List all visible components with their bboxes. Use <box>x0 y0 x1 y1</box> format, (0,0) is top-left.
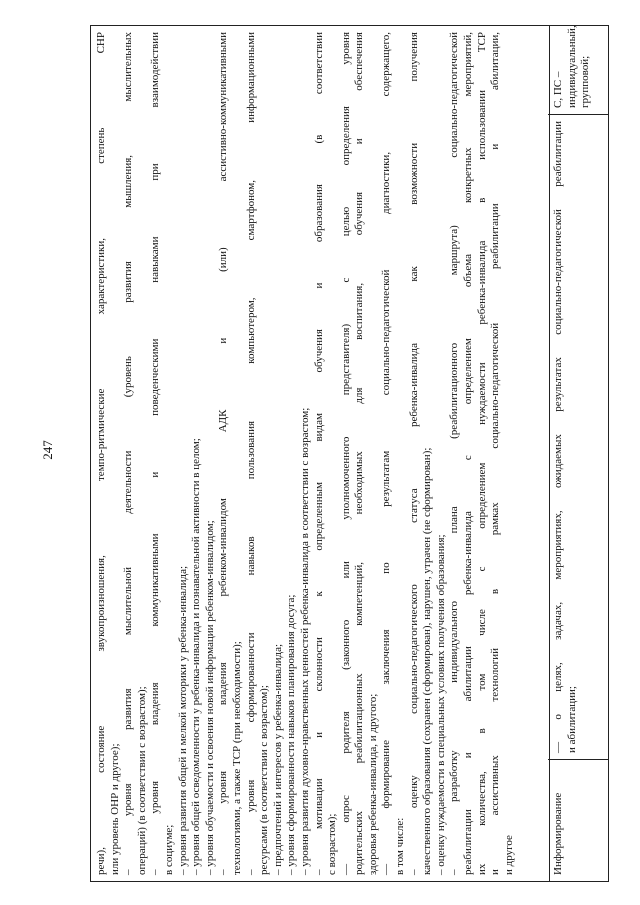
text-line: – разработку индивидуального плана (реабилитационного маршрута) социально-педагогической <box>448 32 461 875</box>
text-line: – оценку социально-педагогического статуса ребенка-инвалида как возможности получения <box>407 32 420 875</box>
text-line: — о целях, задачах, мероприятиях, ожидаемых результатах социально-педагогической реабилитации <box>552 121 564 753</box>
rotated-table <box>90 27 609 882</box>
text-line: здоровья ребенка-инвалида, и другого; <box>366 693 379 875</box>
text-line: – уровня сформированности навыков пользования компьютером, смартфоном, информационными <box>244 32 257 875</box>
text-line: – уровня развития духовно-нравственных ценностей ребенка-инвалида в соответствии с возрастом; <box>298 407 311 875</box>
text-line: – уровня общей осведомленности у ребенка-инвалида и познавательной активности в целом; <box>190 438 203 875</box>
text-line: речи), состояние звукопроизношения, темпо-ритмические характеристики, степень СНР <box>95 32 107 875</box>
text-line: – уровня развития общей и мелкой моторики у ребенка-инвалида; <box>176 565 189 875</box>
text-line: реабилитации и абилитации ребенка-инвалида с определением объема конкретных мероприятий, <box>462 32 475 875</box>
text-line: и абилитации; <box>565 686 578 753</box>
table-row-diagnostics <box>90 25 550 882</box>
page-number: 247 <box>40 440 55 460</box>
form-line: индивидуальный, <box>565 25 578 108</box>
text-line: – оценку нуждаемости в специальных условиях получения образования; <box>434 534 447 875</box>
text-line: — формирование заключения по результатам социально-педагогической диагностики, содержащего, <box>380 32 393 875</box>
service-content-cell <box>548 114 608 759</box>
text-line: – уровня владения ребенком-инвалидом АДК и (или) ассистивно-коммуникативными <box>217 32 230 875</box>
text-line: — опрос родителя (законного или уполномоченного представителя) с целью определения уровня <box>339 32 352 875</box>
text-line: в социуме; <box>162 824 175 875</box>
text-line: – предпочтений и интересов у ребенка-инвалида; <box>271 643 284 875</box>
text-line: технологиями, а также ТСР (при необходимости); <box>230 641 243 875</box>
text-line: и ассистивных технологий в рамках социально-педагогической реабилитации и абилитации, <box>489 32 502 875</box>
table-row-informing <box>548 25 609 882</box>
form-line: групповой; <box>579 55 592 108</box>
text-line: или уровень ОНР и другое); <box>108 743 121 875</box>
service-name-cell <box>548 759 608 881</box>
text-line: – мотивации и склонности к определенным видам обучения и образования (в соответствии <box>312 32 325 875</box>
text-line: качественного образования (сохранен (сформирован), нарушен, утрачен (не сформирован); <box>421 447 434 875</box>
text-line: и другое <box>502 835 515 875</box>
text-line: родительских реабилитационных компетенций, необходимых для воспитания, обучения и обеспечения <box>353 32 366 875</box>
text-line: – уровня сформированности навыков планирования досуга; <box>285 594 298 875</box>
service-name: Информирование <box>552 792 564 875</box>
service-form-cell <box>548 26 608 114</box>
text-line: операций) (в соответствии с возрастом); <box>135 686 148 875</box>
text-line: с возрастом); <box>326 813 339 875</box>
text-line: в том числе: <box>394 817 407 875</box>
text-line: – уровня развития мыслительной деятельности (уровень развития мышления, мыслительных <box>122 32 135 875</box>
text-line: ресурсами (в соответствии с возрастом); <box>258 685 271 875</box>
text-line: – уровня владения коммуникативными и поведенческими навыками при взаимодействии <box>149 32 162 875</box>
text-line: – уровня обучаемости и освоения новой информации ребенком-инвалидом; <box>203 520 216 875</box>
form-line: С, ПС – <box>552 71 564 108</box>
diagnostics-content-cell <box>91 26 549 881</box>
text-line: их количества, в том числе с определением нуждаемости ребенка-инвалида в использовании ТСР <box>475 32 488 875</box>
rotated-table-frame <box>90 27 609 882</box>
